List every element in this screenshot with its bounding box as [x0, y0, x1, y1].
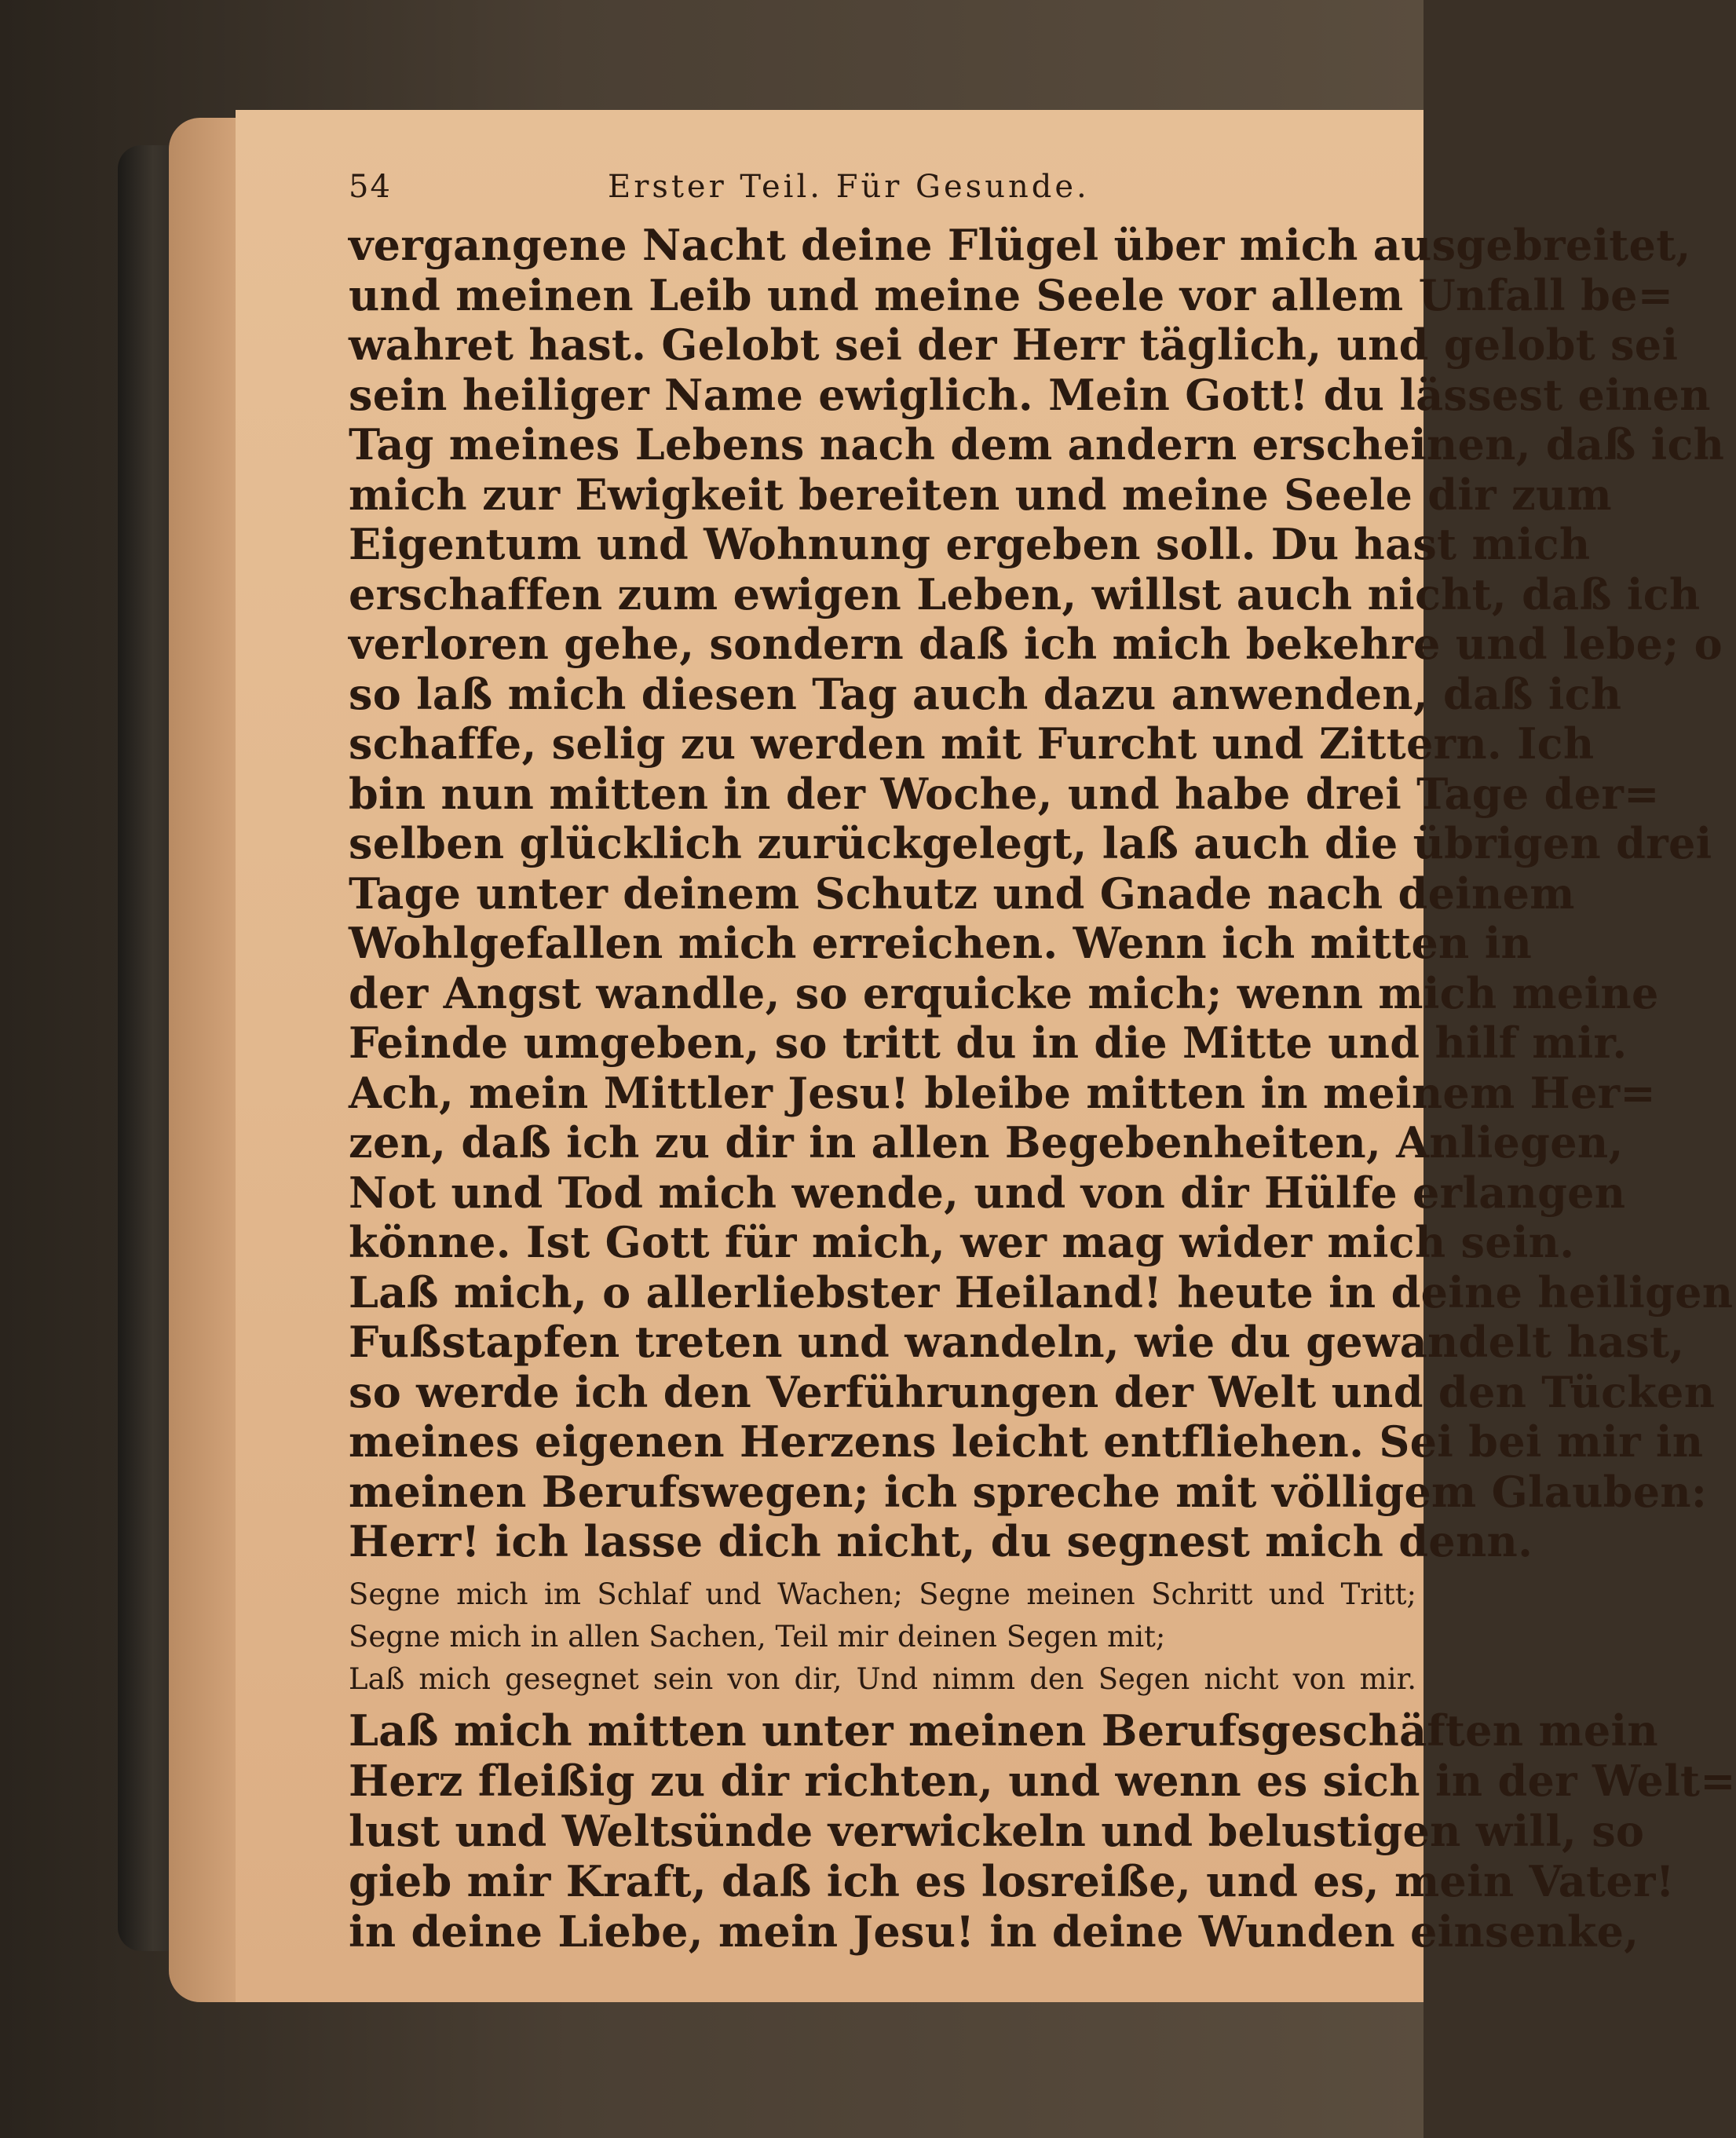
- text-line: könne. Ist Gott für mich, wer mag wider mich sein.: [349, 1217, 1575, 1267]
- text-line: Feinde umgeben, so tritt du in die Mitte und hilf mir.: [349, 1018, 1628, 1068]
- text-line: bin nun mitten in der Woche, und habe drei Tage der=: [349, 768, 1660, 819]
- text-line: mich zur Ewigkeit bereiten und meine Seele dir zum: [349, 469, 1612, 520]
- text-line: Tage unter deinem Schutz und Gnade nach deinem: [349, 868, 1575, 919]
- text-line: so werde ich den Verführungen der Welt und den Tücken: [349, 1366, 1716, 1417]
- text-line: verloren gehe, sondern daß ich mich bekehre und lebe; o: [349, 619, 1723, 669]
- text-line: der Angst wandle, so erquicke mich; wenn mich meine: [349, 967, 1659, 1018]
- verse-line: Segne mich in allen Sachen, Teil mir deinen Segen mit;: [349, 1619, 1166, 1654]
- verse-block: [349, 1573, 1416, 1701]
- text-line: Tag meines Lebens nach dem andern erscheinen, daß ich: [349, 419, 1725, 470]
- page-header: [349, 169, 1416, 213]
- text-line: Eigentum und Wohnung ergeben soll. Du hast mich: [349, 519, 1591, 569]
- running-head: Erster Teil. Für Gesunde.: [608, 169, 1090, 205]
- text-line: meines eigenen Herzens leicht entfliehen. Sei bei mir in: [349, 1416, 1704, 1467]
- text-line: gieb mir Kraft, daß ich es losreiße, und es, mein Vater!: [349, 1855, 1675, 1906]
- text-line: sein heiliger Name ewiglich. Mein Gott! du lässest einen: [349, 369, 1711, 420]
- text-line: Fußstapfen treten und wandeln, wie du gewandelt hast,: [349, 1317, 1685, 1367]
- text-line: Wohlgefallen mich erreichen. Wenn ich mitten in: [349, 918, 1533, 968]
- text-line: Herr! ich lasse dich nicht, du segnest mich denn.: [349, 1516, 1533, 1566]
- paragraph-2: [349, 1705, 1736, 1957]
- text-line: vergangene Nacht deine Flügel über mich ausgebreitet,: [349, 220, 1691, 270]
- page-number: 54: [349, 169, 392, 205]
- text-line: in deine Liebe, mein Jesu! in deine Wunden einsenke,: [349, 1906, 1639, 1957]
- verse-line: Segne mich im Schlaf und Wachen; Segne meinen Schritt und Tritt;: [349, 1577, 1416, 1611]
- text-line: wahret hast. Gelobt sei der Herr täglich, und gelobt sei: [349, 320, 1679, 370]
- text-line: lust und Weltsünde verwickeln und belustigen will, so: [349, 1805, 1645, 1856]
- text-line: und meinen Leib und meine Seele vor allem Unfall be=: [349, 269, 1674, 320]
- text-line: so laß mich diesen Tag auch dazu anwenden, daß ich: [349, 668, 1622, 719]
- text-line: Laß mich, o allerliebster Heiland! heute in deine heiligen: [349, 1266, 1734, 1318]
- text-line: Ach, mein Mittler Jesu! bleibe mitten in meinem Her=: [349, 1067, 1656, 1118]
- text-line: Herz fleißig zu dir richten, und wenn es sich in der Welt=: [349, 1755, 1736, 1806]
- text-line: selben glücklich zurückgelegt, laß auch die übrigen drei: [349, 818, 1712, 868]
- text-line: erschaffen zum ewigen Leben, willst auch nicht, daß ich: [349, 568, 1701, 619]
- paragraph-1: [349, 220, 1734, 1567]
- text-line: meinen Berufswegen; ich spreche mit völligem Glauben:: [349, 1466, 1708, 1517]
- text-line: Not und Tod mich wende, und von dir Hülfe erlangen: [349, 1167, 1626, 1218]
- page-content: [349, 169, 1736, 1957]
- text-line: Laß mich mitten unter meinen Berufsgeschäften mein: [349, 1705, 1658, 1756]
- text-line: schaffe, selig zu werden mit Furcht und Zittern. Ich: [349, 718, 1595, 769]
- verse-line: Laß mich gesegnet sein von dir, Und nimm den Segen nicht von mir.: [349, 1661, 1416, 1696]
- text-line: zen, daß ich zu dir in allen Begebenheiten, Anliegen,: [349, 1117, 1624, 1168]
